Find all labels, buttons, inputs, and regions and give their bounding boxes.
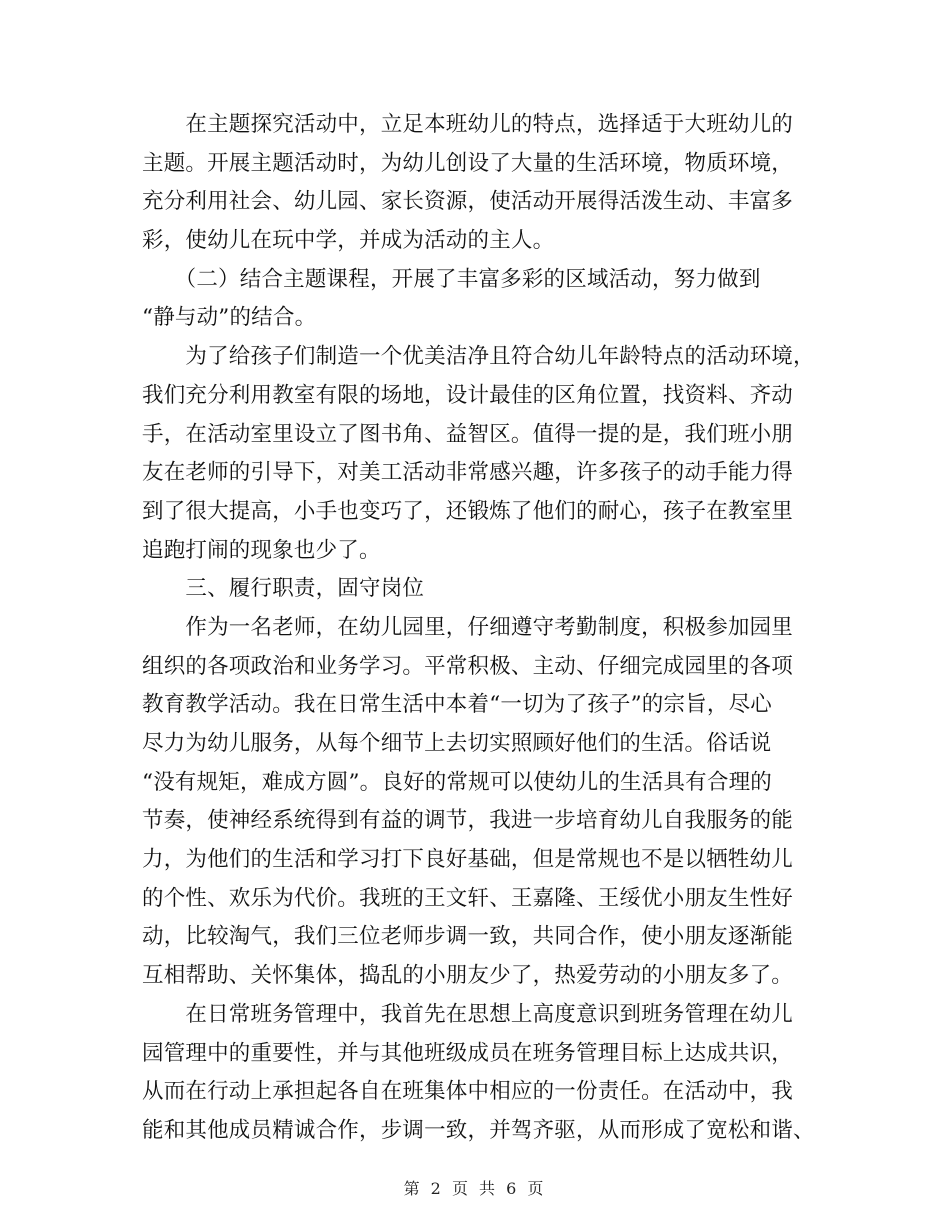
text-line: 在日常班务管理中，我首先在思想上高度意识到班务管理在幼儿 [142,1001,794,1027]
text-line: 节奏，使神经系统得到有益的调节，我进一步培育幼儿自我服务的能 [142,808,794,834]
text-line: （二）结合主题课程，开展了丰富多彩的区域活动，努力做到 [142,266,761,292]
text-line: 充分利用社会、幼儿园、家长资源，使活动开展得活泼生动、丰富多 [142,189,794,215]
text-line: 友在老师的引导下，对美工活动非常感兴趣，许多孩子的动手能力得 [142,460,794,486]
text-line: 互相帮助、关怀集体，捣乱的小朋友少了，热爱劳动的小朋友多了。 [142,963,794,989]
text-line: 到了很大提高，小手也变巧了，还锻炼了他们的耐心，孩子在教室里 [142,498,794,524]
text-line: 我们充分利用教室有限的场地，设计最佳的区角位置，找资料、齐动 [142,382,794,408]
text-line: 园管理中的重要性，并与其他班级成员在班务管理目标上达成共识， [142,1040,794,1066]
text-line: 力，为他们的生活和学习打下良好基础，但是常规也不是以牺牲幼儿 [142,847,794,873]
text-line: 动，比较淘气，我们三位老师步调一致，共同合作，使小朋友逐渐能 [142,924,794,950]
text-line: 主题。开展主题活动时，为幼儿创设了大量的生活环境，物质环境， [142,150,794,176]
text-line: 为了给孩子们制造一个优美洁净且符合幼儿年龄特点的活动环境， [142,344,815,370]
text-line: 教育教学活动。我在日常生活中本着“一切为了孩子”的宗旨，尽心 [142,692,772,718]
text-line: 作为一名老师，在幼儿园里，仔细遵守考勤制度，积极参加园里 [142,614,794,640]
text-line: 尽力为幼儿服务，从每个细节上去切实照顾好他们的生活。俗话说 [142,731,772,756]
page-number-footer: 第 2 页 共 6 页 [403,1179,547,1198]
text-line: 手，在活动室里设立了图书角、益智区。值得一提的是，我们班小朋 [142,421,794,447]
text-line: 从而在行动上承担起各自在班集体中相应的一份责任。在活动中，我 [142,1079,794,1105]
text-line: 彩，使幼儿在玩中学，并成为活动的主人。 [142,228,555,254]
text-line: 追跑打闹的现象也少了。 [142,537,381,563]
text-line: 能和其他成员精诚合作，步调一致，并驾齐驱，从而形成了宽松和谐、 [142,1117,815,1143]
text-line: “没有规矩，难成方圆”。良好的常规可以使幼儿的生活具有合理的 [142,769,772,795]
text-line: 在主题探究活动中，立足本班幼儿的特点，选择适于大班幼儿的 [142,112,794,137]
text-line: 组织的各项政治和业务学习。平常积极、主动、仔细完成园里的各项 [142,653,794,679]
text-line: 的个性、欢乐为代价。我班的王文轩、王嘉隆、王绥优小朋友生性好 [142,885,794,911]
section-heading: 三、履行职责，固守岗位 [142,576,425,602]
text-line: “静与动”的结合。 [142,305,317,331]
body-text [142,106,815,1151]
